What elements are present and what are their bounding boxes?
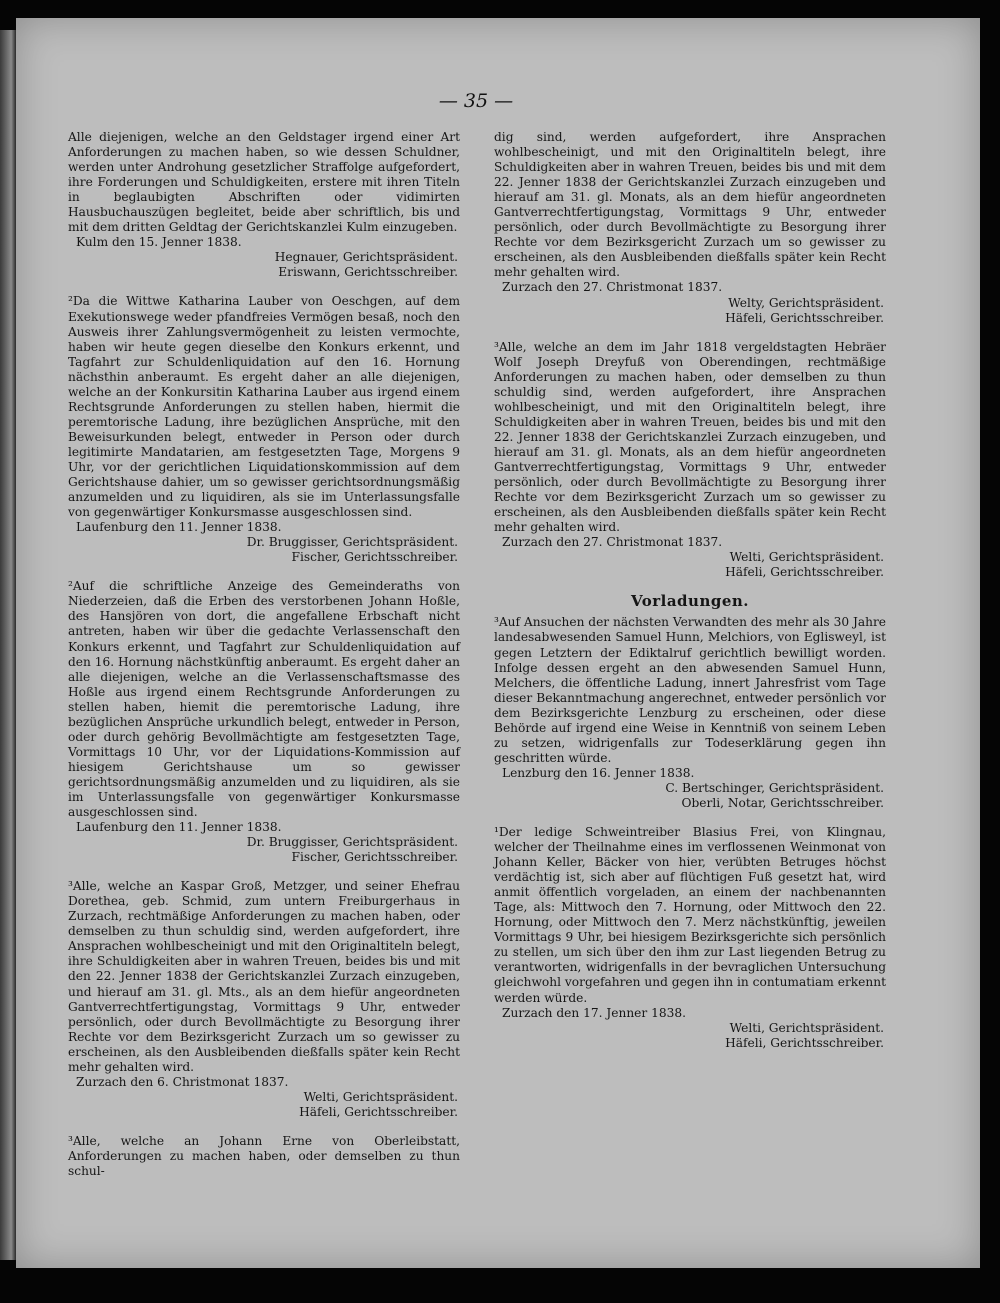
notice-gross-signature-1: Welti, Gerichtspräsident. <box>303 1089 458 1104</box>
notice-erne-date: Zurzach den 27. Christmonat 1837. <box>502 280 723 295</box>
notice-dreyfuss-signature-2: Häfeli, Gerichtsschreiber. <box>725 565 884 580</box>
notice-erne-signature-1: Welty, Gerichtspräsident. <box>728 295 884 310</box>
notice-hossle-date: Laufenburg den 11. Jenner 1838. <box>76 820 282 835</box>
notice-gross-date: Zurzach den 6. Christmonat 1837. <box>76 1074 289 1089</box>
section-heading-vorladungen: Vorladungen. <box>630 592 750 611</box>
notice-lauber-signature-1: Dr. Bruggisser, Gerichtspräsident. <box>246 535 458 550</box>
notice-hossle-signature-2: Fischer, Gerichtsschreiber. <box>291 850 458 865</box>
notice-kulm-text: Alle diejenigen, welche an den Geldstager irgend einer Art Anforderungen zu machen haben, so wie dessen Schuldner, werden unter Androhung gesetzlicher Straffolge aufgefordert, ihre Forderungen und Schuldigkeiten, erstere mit ihren Titeln in beglaubigten Abschriften oder vidimirten Hausbuchauszügen begleitet, beide aber schriftlich, bis und mit dem dritten Geldtag der Gerichtskanzlei Kulm einzugeben. <box>68 130 460 235</box>
notice-dreyfuss-signature-1: Welti, Gerichtspräsident. <box>729 550 884 565</box>
notice-lauber-signature-2: Fischer, Gerichtsschreiber. <box>291 550 458 565</box>
notice-hunn-signature-2: Oberli, Notar, Gerichtsschreiber. <box>681 795 884 810</box>
notice-erne-continuation-text: dig sind, werden aufgefordert, ihre Ansprachen wohlbescheinigt, und mit den Originaltiteln belegt, ihre Schuldigkeiten aber in wahren Treuen, beides bis und mit dem 22. Jenner 1838 der Gerichtskanzlei Zurzach einzugeben und hierauf am 31. gl. Monats, als an dem hiefür angeordneten Gantverrechtfertigungstag, Vormittags 9 Uhr, entweder persönlich, oder durch Bevollmächtigte zu Besorgung ihrer Rechte vor dem Bezirksgericht Zurzach um so gewisser zu erscheinen, als den Ausbleibenden dießfalls später kein Recht mehr gehalten wird. <box>494 130 886 280</box>
notice-erne-text: ³Alle, welche an Johann Erne von Oberleibstatt, Anforderungen zu machen haben, oder demselben zu thun schul- <box>68 1133 460 1179</box>
page-number: — 35 — <box>438 90 514 112</box>
notice-dreyfuss-date: Zurzach den 27. Christmonat 1837. <box>502 535 723 550</box>
notice-kulm-signature-1: Hegnauer, Gerichtspräsident. <box>274 250 458 265</box>
notice-frei-signature-1: Welti, Gerichtspräsident. <box>729 1020 884 1035</box>
document-page <box>16 18 980 1268</box>
notice-hossle-signature-1: Dr. Bruggisser, Gerichtspräsident. <box>246 835 458 850</box>
notice-lauber-date: Laufenburg den 11. Jenner 1838. <box>76 520 282 535</box>
notice-erne-signature-2: Häfeli, Gerichtsschreiber. <box>725 310 884 325</box>
notice-gross-signature-2: Häfeli, Gerichtsschreiber. <box>299 1104 458 1119</box>
book-spine <box>0 30 16 1260</box>
notice-lauber-text: ²Da die Wittwe Katharina Lauber von Oeschgen, auf dem Exekutionswege weder pfandfreies Vermögen besaß, noch den Ausweis ihrer Zahlungsvermögenheit zu leisten vermochte, haben wir heute gegen dieselbe den Konkurs erkennt, und Tagfahrt zur Schuldenliquidation auf den 16. Hornung nächsthin anberaumt. Es ergeht daher an alle diejenigen, welche an der Konkursitin Katharina Lauber aus irgend einem Rechtsgrunde Anforderungen zu stellen haben, hiermit die peremtorische Ladung, ihre bezüglichen Ansprüche, mit den Beweisurkunden belegt, entweder in Person oder durch legitimirte Mandatarien, am festgesetzten Tage, Morgens 9 Uhr, vor der gerichtlichen Liquidationskommission auf dem Gerichtshause dahier, um so gewisser gerichtsordnungsmäßig anzumelden und zu liquidiren, als sie im Unterlassungsfalle von gegenwärtiger Konkursmasse ausgeschlossen sind. <box>68 294 460 520</box>
notice-hunn-text: ³Auf Ansuchen der nächsten Verwandten des mehr als 30 Jahre landesabwesenden Samuel Hunn, Melchiors, von Eglisweyl, ist gegen Letztern der Ediktalruf gerichtlich bewilligt worden. Infolge dessen ergeht an den abwesenden Samuel Hunn, Melchers, die öffentliche Ladung, innert Jahresfrist vom Tage dieser Bekanntmachung angerechnet, entweder persönlich vor dem Bezirksgerichte Lenzburg zu erscheinen, oder diese Behörde auf irgend eine Weise in Kenntniß von seinem Leben zu setzen, widrigenfalls zur Todeserklärung gegen ihn geschritten würde. <box>494 615 886 765</box>
left-column <box>68 130 460 1179</box>
notice-frei-signature-2: Häfeli, Gerichtsschreiber. <box>725 1035 884 1050</box>
notice-gross-text: ³Alle, welche an Kaspar Groß, Metzger, und seiner Ehefrau Dorethea, geb. Schmid, zum untern Freiburgerhaus in Zurzach, rechtmäßige Anforderungen zu machen haben, oder demselben zu thun schuldig sind, werden aufgefordert, ihre Ansprachen wohlbescheinigt und mit den Originaltiteln belegt, ihre Schuldigkeiten aber in wahren Treuen, beides bis und mit den 22. Jenner 1838 der Gerichtskanzlei Zurzach einzugeben, und hierauf am 31. gl. Mts., als an dem hiefür angeordneten Gantverrechtfertigungstag, Vormittags 9 Uhr, entweder persönlich, oder durch Bevollmächtigte zu Besorgung ihrer Rechte vor dem Bezirksgericht Zurzach um so gewisser zu erscheinen, als den Ausbleibenden dießfalls später kein Recht mehr gehalten wird. <box>68 879 460 1074</box>
notice-hossle-text: ²Auf die schriftliche Anzeige des Gemeinderaths von Niederzeien, daß die Erben des verstorbenen Johann Hoßle, des Hansjören von dort, die angefallene Erbschaft nicht antreten, haben wir über die gedachte Verlassenschaft den Konkurs erkennt, und Tagfahrt zur Schuldenliquidation auf den 16. Hornung nächstkünftig anberaumt. Es ergeht daher an alle diejenigen, welche an die Verlassenschaftsmasse des Hoßle aus irgend einem Rechtsgrunde Anforderungen zu stellen haben, hiemit die peremtorische Ladung, ihre bezüglichen Ansprüche urkundlich belegt, entweder in Person, oder durch gehörig Bevollmächtigte am festgesetzten Tage, Vormittags 10 Uhr, vor der Liquidations-Kommission auf hiesigem Gerichtshause um so gewisser gerichtsordnungsmäßig anzumelden und zu liquidiren, als sie im Unterlassungsfalle von gegenwärtiger Konkursmasse ausgeschlossen sind. <box>68 579 460 820</box>
notice-hunn-signature-1: C. Bertschinger, Gerichtspräsident. <box>665 780 884 795</box>
notice-dreyfuss-text: ³Alle, welche an dem im Jahr 1818 vergeldstagten Hebräer Wolf Joseph Dreyfuß von Oberendingen, rechtmäßige Anforderungen zu machen haben, oder demselben zu thun schuldig sind, werden aufgefordert, ihre Ansprachen wohlbescheinigt, und mit den Originaltiteln belegt, ihre Schuldigkeiten aber in wahren Treuen, beides bis und mit den 22. Jenner 1838 der Gerichtskanzlei Zurzach einzugeben, und hierauf am 31. gl. Monats, als an dem hiefür angeordneten Gantverrechtfertigungstag, Vormittags 9 Uhr, entweder persönlich, oder durch Bevollmächtigte zu Besorgung ihrer Rechte vor dem Bezirksgericht Zurzach um so gewisser zu erscheinen, als den Ausbleibenden dießfalls später kein Recht mehr gehalten wird. <box>494 339 886 535</box>
notice-kulm-date: Kulm den 15. Jenner 1838. <box>76 235 242 250</box>
notice-hunn-date: Lenzburg den 16. Jenner 1838. <box>502 765 695 780</box>
notice-frei-text: ¹Der ledige Schweintreiber Blasius Frei, von Klingnau, welcher der Theilnahme eines im verflossenen Weinmonat von Johann Keller, Bäcker von hier, verübten Betruges höchst verdächtig ist, sich aber auf flüchtigen Fuß gesetzt hat, wird anmit öffentlich vorgeladen, an einem der nachbenannten Tage, als: Mittwoch den 7. Hornung, oder Mittwoch den 22. Hornung, oder Mittwoch den 7. Merz nächstkünftig, jeweilen Vormittags 9 Uhr, bei hiesigem Bezirksgerichte sich persönlich zu stellen, um sich über den ihm zur Last liegenden Betrug zu verantworten, widrigenfalls in der bevraglichen Untersuchung gleichwohl vorgefahren und gegen ihn in contumatiam erkennt werden würde. <box>494 825 886 1005</box>
right-column <box>494 130 886 1051</box>
notice-kulm-signature-2: Eriswann, Gerichtsschreiber. <box>278 265 458 280</box>
notice-frei-date: Zurzach den 17. Jenner 1838. <box>502 1005 686 1020</box>
